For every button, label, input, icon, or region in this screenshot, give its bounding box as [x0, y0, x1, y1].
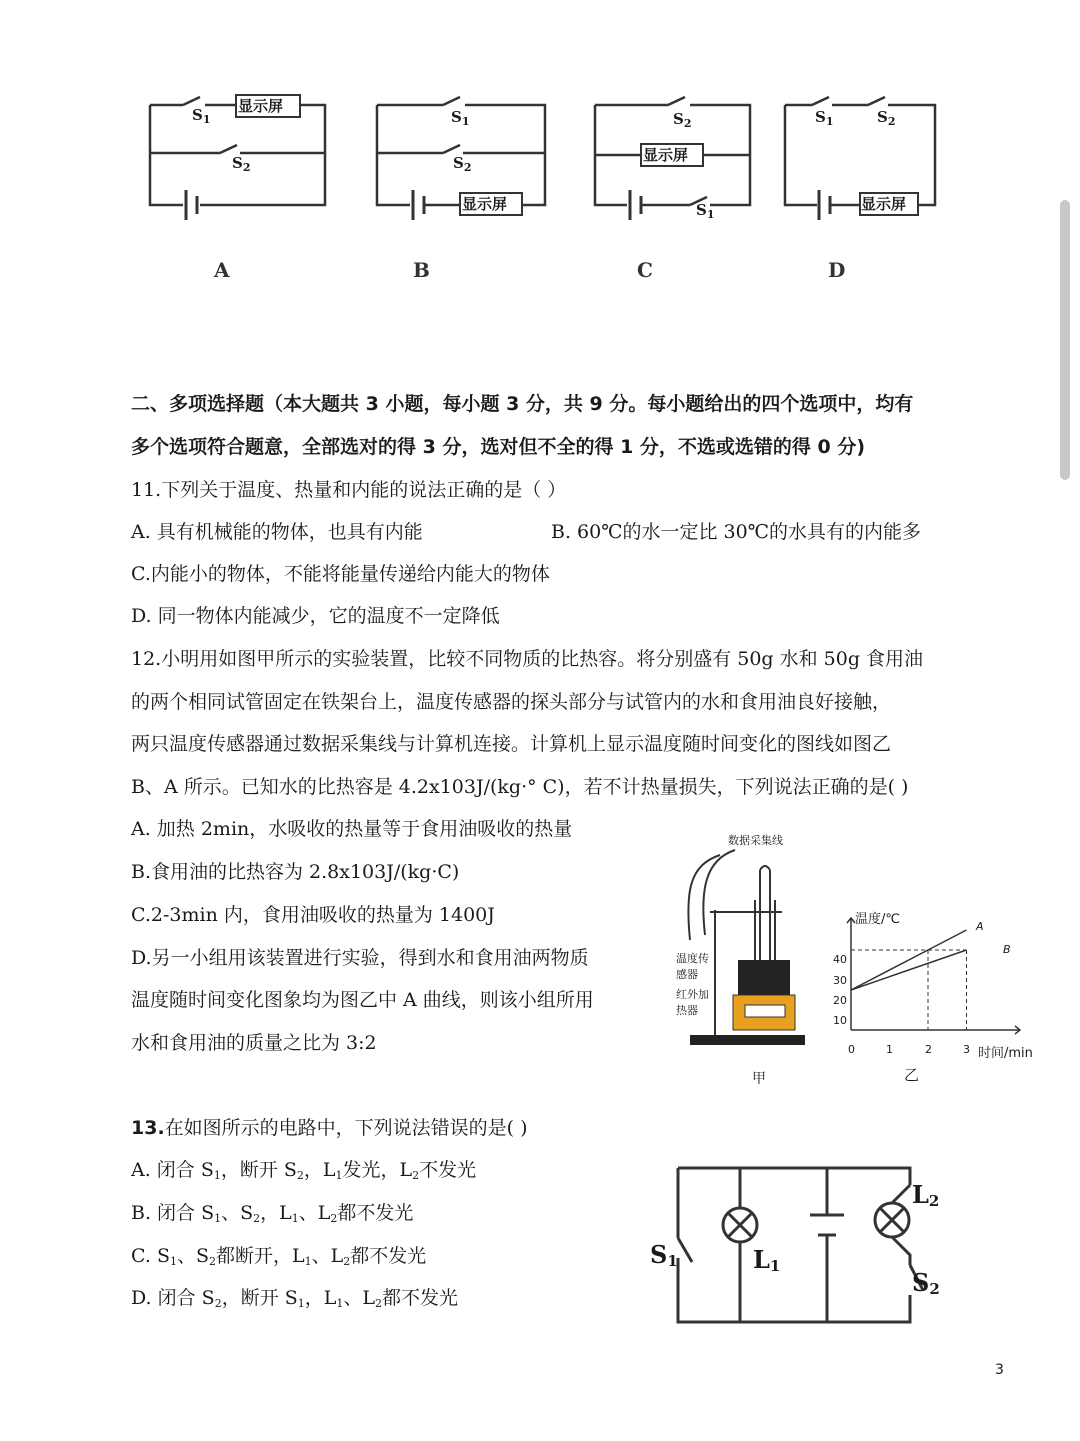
- q11-option-c: C.内能小的物体，不能将能量传递给内能大的物体: [131, 563, 550, 585]
- circuit-a-s2-sub: 2: [242, 161, 251, 174]
- apparatus-illustration: [660, 820, 840, 1070]
- q13-c-sub1: 1: [169, 1255, 177, 1268]
- q13-d-part4: 、L: [343, 1287, 376, 1309]
- q13-circuit-l1: [753, 1245, 780, 1275]
- q13-a-part5: 不发光: [419, 1159, 477, 1181]
- q13-circuit-s1-letter: S: [650, 1240, 668, 1269]
- circuit-c-s1-sub: 1: [706, 208, 715, 221]
- circuit-b-s1-letter: S: [451, 108, 462, 126]
- q13-c-part5: 都不发光: [350, 1245, 427, 1267]
- circuit-a-s2: [232, 154, 251, 174]
- graph-xtick-1: 1: [886, 1043, 893, 1056]
- section2-header-line2: 多个选项符合题意，全部选对的得 3 分，选对但不全的得 1 分，不选或选错的得 0 分): [131, 436, 866, 458]
- graph-xtick-0: 0: [848, 1043, 855, 1056]
- graph-series-b-label: B: [1003, 943, 1011, 956]
- circuit-d-s1-sub: 1: [825, 115, 834, 128]
- graph-ytick-40: 40: [833, 953, 847, 966]
- graph-series-b-line: [851, 950, 967, 990]
- q13-c-sub3: 1: [304, 1255, 312, 1268]
- apparatus-heater-label-2: 热器: [676, 1004, 698, 1017]
- q13-a-part1: A. 闭合 S: [131, 1159, 214, 1181]
- q12-line1: 12.小明用如图甲所示的实验装置，比较不同物质的比热容。将分别盛有 50g 水和 50g 食用油: [131, 648, 924, 670]
- graph-xtick-2: 2: [925, 1043, 932, 1056]
- circuit-d-s1: [815, 108, 834, 128]
- apparatus-heater-label-1: 红外加: [676, 988, 709, 1001]
- q13-a-sub4: 2: [412, 1169, 420, 1182]
- q13-circuit-l2: [912, 1180, 939, 1210]
- graph-ytick-30: 30: [833, 974, 847, 987]
- option-label-a: A: [214, 258, 230, 282]
- page-number: 3: [995, 1362, 1004, 1378]
- q13-option-b: [131, 1201, 413, 1231]
- q13-c-part3: 都断开，L: [216, 1245, 305, 1267]
- circuit-c-s2-letter: S: [673, 110, 684, 128]
- q13-d-part3: ，L: [304, 1287, 337, 1309]
- circuit-d-s2-letter: S: [877, 108, 888, 126]
- q13-c-sub2: 2: [209, 1255, 216, 1268]
- vertical-scrollbar[interactable]: [1060, 200, 1070, 480]
- graph-axes: [847, 918, 1020, 1034]
- q13-b-part1: B. 闭合 S: [131, 1202, 215, 1224]
- q13-b-part2: 、S: [221, 1202, 254, 1224]
- graph-series-a-line: [851, 930, 967, 990]
- circuit-b-s2: [453, 154, 472, 174]
- graph-caption: 乙: [904, 1066, 920, 1084]
- apparatus-sensor-label-1: 温度传: [676, 952, 709, 965]
- circuit-b-s2-sub: 2: [463, 161, 472, 174]
- q13-stem-text: 在如图所示的电路中，下列说法错误的是( ): [164, 1117, 528, 1139]
- circuit-diagrams-top: [0, 0, 1080, 300]
- q13-option-c: [131, 1244, 426, 1274]
- circuit-d-s2: [877, 108, 896, 128]
- apparatus-sensor-label-2: 感器: [676, 968, 698, 981]
- option-label-d: D: [828, 258, 846, 282]
- q12-option-d-line3: 水和食用油的质量之比为 3:2: [131, 1032, 377, 1054]
- q11-option-a: A. 具有机械能的物体，也具有内能: [131, 521, 423, 543]
- q13-c-sub4: 2: [343, 1255, 351, 1268]
- apparatus-data-line-label: 数据采集线: [728, 834, 783, 847]
- q13-circuit-l1-sub: 1: [769, 1257, 781, 1275]
- circuit-a-s2-letter: S: [232, 154, 243, 172]
- temperature-time-graph: [820, 900, 1040, 1090]
- circuit-b-display: 显示屏: [462, 195, 508, 213]
- q12-line3: 两只温度传感器通过数据采集线与计算机连接。计算机上显示温度随时间变化的图线如图乙: [131, 733, 892, 755]
- q13-option-d: [131, 1286, 458, 1316]
- circuit-d-display: 显示屏: [861, 195, 907, 213]
- q13-circuit-s2: [912, 1268, 940, 1298]
- graph-xlabel: 时间/min: [978, 1046, 1033, 1061]
- graph-xtick-3: 3: [963, 1043, 970, 1056]
- q13-a-part2: ，断开 S: [220, 1159, 297, 1181]
- q13-circuit-s1: [650, 1240, 678, 1270]
- q13-stem: [131, 1116, 528, 1140]
- q13-c-part4: 、L: [311, 1245, 344, 1267]
- circuit-a-display: 显示屏: [238, 97, 284, 115]
- q12-option-d-line2: 温度随时间变化图象均为图乙中 A 曲线，则该小组所用: [131, 989, 594, 1011]
- q13-option-a: [131, 1158, 476, 1188]
- circuit-a-s1-letter: S: [192, 106, 203, 124]
- circuit-d-s2-sub: 2: [887, 115, 896, 128]
- q12-option-c: C.2-3min 内，食用油吸收的热量为 1400J: [131, 904, 495, 926]
- circuit-c-s2-sub: 2: [683, 117, 692, 130]
- q13-d-part5: 都不发光: [382, 1287, 459, 1309]
- circuit-b-s1-sub: 1: [461, 115, 470, 128]
- q13-circuit-diagram: [640, 1150, 970, 1340]
- graph-ytick-20: 20: [833, 994, 847, 1007]
- circuit-a-s1: [192, 106, 211, 126]
- q13-d-part1: D. 闭合 S: [131, 1287, 215, 1309]
- circuit-c-s1-letter: S: [696, 201, 707, 219]
- option-label-c: C: [637, 258, 653, 282]
- q13-b-sub2: 2: [253, 1212, 261, 1225]
- q13-a-part3: ，L: [303, 1159, 336, 1181]
- q13-circuit-l2-letter: L: [912, 1180, 929, 1209]
- graph-ylabel: 温度/℃: [855, 912, 900, 927]
- q13-b-sub3: 1: [291, 1212, 299, 1225]
- circuit-a-s1-sub: 1: [202, 113, 211, 126]
- circuit-d-s1-letter: S: [815, 108, 826, 126]
- q13-circuit-s2-sub: 2: [929, 1280, 940, 1298]
- q13-circuit-s1-sub: 1: [667, 1252, 678, 1270]
- apparatus-caption: 甲: [752, 1071, 766, 1087]
- q13-c-part2: 、S: [176, 1245, 209, 1267]
- q13-d-part2: ，断开 S: [221, 1287, 298, 1309]
- circuit-b-s1: [451, 108, 470, 128]
- circuit-c-s1: [696, 201, 715, 221]
- q12-option-b: B.食用油的比热容为 2.8x103J/(kg·C): [131, 861, 460, 883]
- q11-option-b: B. 60℃的水一定比 30℃的水具有的内能多: [551, 521, 921, 543]
- q13-b-sub4: 2: [330, 1212, 338, 1225]
- q13-b-part5: 都不发光: [337, 1202, 414, 1224]
- q12-line4: B、A 所示。已知水的比热容是 4.2x103J/(kg·° C)，若不计热量损失，下列说法正确的是( ): [131, 776, 909, 798]
- circuit-b-s2-letter: S: [453, 154, 464, 172]
- q13-circuit-l1-letter: L: [753, 1245, 770, 1274]
- q13-a-sub3: 1: [335, 1169, 343, 1182]
- q13-d-sub2: 1: [297, 1297, 305, 1310]
- q13-a-sub2: 2: [296, 1169, 304, 1182]
- q13-d-sub3: 1: [336, 1297, 344, 1310]
- circuit-c-display: 显示屏: [643, 146, 689, 164]
- q13-circuit-s2-letter: S: [912, 1268, 930, 1297]
- q13-number: 13.: [131, 1117, 165, 1139]
- option-label-b: B: [413, 258, 430, 282]
- section2-header-line1: 二、多项选择题（本大题共 3 小题，每小题 3 分，共 9 分。每小题给出的四个选项中，均有: [131, 393, 914, 415]
- q13-b-part3: ，L: [260, 1202, 292, 1224]
- q11-option-d: D. 同一物体内能减少，它的温度不一定降低: [131, 605, 500, 627]
- q13-c-part1: C. S: [131, 1245, 170, 1267]
- graph-ytick-10: 10: [833, 1014, 847, 1027]
- q13-a-part4: 发光，L: [342, 1159, 413, 1181]
- circuit-c-s2: [673, 110, 692, 130]
- q13-circuit-l2-sub: 2: [928, 1192, 940, 1210]
- q13-d-sub1: 2: [214, 1297, 222, 1310]
- q13-b-sub1: 1: [214, 1212, 222, 1225]
- q12-option-d-line1: D.另一小组用该装置进行实验，得到水和食用油两物质: [131, 947, 589, 969]
- q13-a-sub1: 1: [213, 1169, 221, 1182]
- q13-d-sub4: 2: [375, 1297, 383, 1310]
- graph-series-a-label: A: [976, 920, 984, 933]
- q11-stem: 11.下列关于温度、热量和内能的说法正确的是（ ）: [131, 479, 567, 501]
- q12-line2: 的两个相同试管固定在铁架台上，温度传感器的探头部分与试管内的水和食用油良好接触，: [131, 691, 892, 713]
- q12-option-a: A. 加热 2min，水吸收的热量等于食用油吸收的热量: [131, 818, 573, 840]
- q13-b-part4: 、L: [298, 1202, 331, 1224]
